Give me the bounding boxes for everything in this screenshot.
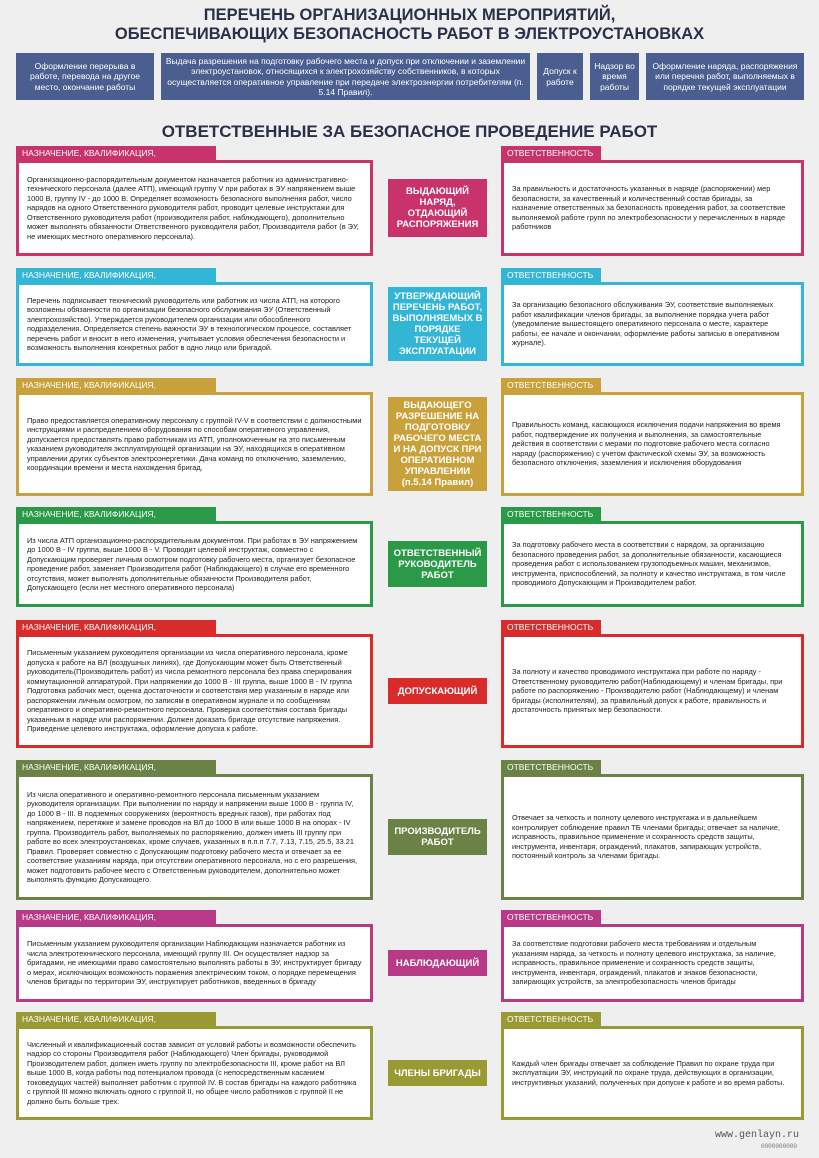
duties-text	[16, 521, 373, 607]
duties-header: НАЗНАЧЕНИЕ, КВАЛИФИКАЦИЯ,	[16, 910, 216, 925]
responsibility-header: ОТВЕТСТВЕННОСТЬ	[501, 146, 601, 161]
top-box-supervision: Надзор во время работы	[590, 53, 639, 100]
duties-header: НАЗНАЧЕНИЕ, КВАЛИФИКАЦИЯ,	[16, 268, 216, 283]
responsibility-text-content: За организацию безопасного обслуживания ЭУ, соответствие выполняемых работ квалификации членов бригады, за выполнение порядка учета работ (уведомление вышестоящего оперативного персонала о месте, характере работы, ее начале и окончании, оформление работы записью в оперативном журнале).	[512, 300, 780, 348]
role-label: ВЫДАЮЩИЙ НАРЯД, ОТДАЮЩИЙ РАСПОРЯЖЕНИЯ	[388, 179, 487, 237]
duties-text	[16, 1026, 373, 1120]
responsibility-text	[501, 1026, 804, 1120]
responsibility-header: ОТВЕТСТВЕННОСТЬ	[501, 760, 601, 775]
responsibility-text	[501, 774, 804, 900]
duties-text-content: Из числа оперативного и оперативно-ремонтного персонала письменным указанием руководителя организации. При выполнении по наряду и напряжении выше 1000 В - группа IV, до 1000 В - III. В подземных сооружениях (вероятность вредных газов), при работах под напряжением, перетяжке и замене проводов на ВЛ до 1000 В или выше 1000 В на опорах - IV группа. Производитель работ, выполняемых по распоряжению, должен иметь III группу при работе во всех электроустановках, кроме случаев, указанных в п.п.п 7.7, 7.13, 7.15, 25.5, 33.21 Правил. Проверяет совместно с Допускающим подготовку рабочего места и отвечает за ее соответствие указаниям наряда, при отсутствии оперативного персонала, но с его разрешения, может подготовить рабочее место с Ответственным руководителем, дополнительно может выполнять функцию Допускающего.	[27, 789, 358, 884]
duties-header: НАЗНАЧЕНИЕ, КВАЛИФИКАЦИЯ,	[16, 1012, 216, 1027]
title-line-1: ПЕРЕЧЕНЬ ОРГАНИЗАЦИОННЫХ МЕРОПРИЯТИЙ,	[203, 6, 616, 24]
duties-text-content: Численный и квалификационный состав зависит от условий работы и возможности обеспечить надзор со стороны Производителя работ (Наблюдающего) Член бригады, руководимой Производителем работ, должен иметь группу по электробезопасности III, кроме работ на ВЛ выше 1000 В, когда работы под потенциалом провода (с непосредственным касанием токоведущих частей) выполняет работник с группой IV. В состав бригады на каждого работника с группой III можно включать одного с группой II, но общее число работников с группой II не должно быть больше трех.	[27, 1039, 357, 1106]
responsibility-header: ОТВЕТСТВЕННОСТЬ	[501, 910, 601, 925]
duties-header: НАЗНАЧЕНИЕ, КВАЛИФИКАЦИЯ,	[16, 146, 216, 161]
duties-text-content: Организационно-распорядительным документом назначается работник из административно-технического персонала (далее АТП), имеющий группу V при работах в ЭУ напряжением выше 1000 В, группу IV - до 1000 В. Определяет возможность безопасного выполнения работ, число нарядов на одного Ответственного руководителя работ, проводит целевые инструктажи для Ответственного руководителя работ (производителя работ, наблюдающего), дополнительно может выполнять обязанности Ответственного руководителя работ, Производителя работ (в ЭУ, не имеющих местного оперативного персонала).	[27, 174, 359, 241]
role-label: УТВЕРЖДАЮЩИЙ ПЕРЕЧЕНЬ РАБОТ, ВЫПОЛНЯЕМЫХ В ПОРЯДКЕ ТЕКУЩЕЙ ЭКСПЛУАТАЦИИ	[388, 287, 487, 361]
duties-text-content: Письменным указанием руководителя организации из числа оперативного персонала, кроме допуска к работе на ВЛ (воздушных линиях), где Допускающим может быть Ответственный руководитель(Производитель работ) из числа ремонтного персонала без права сперирования коммутационной аппаратурой. При напряжении до 1000 В - III группа, выше 1000 В - IV группа Подготовка рабочих мест, оценка достаточности и соответствия мер указанным в наряде или распоряжении личным осмотром, по записям в оперативном журнале и по сообщениям оперативного и оперативно-ремонтного персонала. Проверка соответствия состава бригады указанным в наряде или распоряжении. Должен доказать бригаде отсутствие напряжения. Приведение целевого инструктажа, оформление допуска к работе.	[27, 648, 353, 734]
duties-text-content: Из числа АТП организационно-распорядительным документом. При работах в ЭУ напряжением до 1000 В - IV группа, выше 1000 В - V. Проводит целевой инструктаж, совместно с Допускающим проверяет личным осмотром подготовку рабочего места, организует безопасное проведение работ, заменяет Производителя работ (Наблюдающего) в случае его временного отсутствия, может выполнять дополнительные обязанности Производителя работ, Допускающего (если нет местного оперативного персонала)	[27, 535, 358, 592]
duties-text	[16, 392, 373, 496]
duties-text	[16, 634, 373, 748]
responsibility-text	[501, 924, 804, 1002]
role-label: ПРОИЗВОДИТЕЛЬ РАБОТ	[388, 819, 487, 855]
responsibility-text-content: За соответствие подготовки рабочего места требованиям и отдельным указаниям наряда, за четкость и полноту целевого инструктажа, за наличие, исправность, правильное применение и сохранность средств защиты, инструмента, инвентаря, ограждений, плакатов и знаков безопасности, запирающих устройств, за электробезопасность членов бригады	[512, 939, 776, 987]
duties-text	[16, 282, 373, 366]
duties-header: НАЗНАЧЕНИЕ, КВАЛИФИКАЦИЯ,	[16, 620, 216, 635]
duties-header: НАЗНАЧЕНИЕ, КВАЛИФИКАЦИЯ,	[16, 507, 216, 522]
responsibility-text-content: За полноту и качество проводимого инструктажа при работе по наряду - Ответственному руководителю работ(Наблюдающему) и членам бригады, при работе по распоряжению - Производителю работ (Наблюдающему) и членам бригады (исполнителям), за правильный допуск к работе, правильность и достаточность принятых мер безопасности.	[512, 667, 783, 715]
role-label: ОТВЕТСТВЕННЫЙ РУКОВОДИТЕЛЬ РАБОТ	[388, 541, 487, 587]
duties-text	[16, 774, 373, 900]
duties-header: НАЗНАЧЕНИЕ, КВАЛИФИКАЦИЯ,	[16, 378, 216, 393]
role-label: ЧЛЕНЫ БРИГАДЫ	[388, 1060, 487, 1086]
duties-text	[16, 924, 373, 1002]
role-label: НАБЛЮДАЮЩИЙ	[388, 950, 487, 976]
duties-header: НАЗНАЧЕНИЕ, КВАЛИФИКАЦИЯ,	[16, 760, 216, 775]
responsibility-text-content: Каждый член бригады отвечает за соблюдение Правил по охране труда при эксплуатации ЭУ, инструкций по охране труда, действующих в организации, инструктивных указаний, полученных при допуске к работе и во время работы.	[512, 1058, 785, 1087]
duties-text-content: Письменным указанием руководителя организации Наблюдающим назначается работник из числа электротехнического персонала, имеющий группу III. Он осуществляет надзор за бригадами, не имеющими право самостоятельно выполнять работы в ЭУ, инструктирует бригаду о мерах, исключающих возможность поражения электрическим током, о порядке перемещения членов бригады по территории ЭУ, инструктирует работников, введенных в бригаду	[27, 939, 362, 987]
responsibility-header: ОТВЕТСТВЕННОСТЬ	[501, 620, 601, 635]
website: www.genlayn.ru	[714, 1130, 799, 1141]
responsibility-text-content: За правильность и достаточность указанных в наряде (распоряжении) мер безопасности, за качественный и количественный состав бригады, за назначение ответственных за безопасность проведения работ, за соответствие выполняемой работе групп по электробезопасности у перечисленных в наряде работников	[512, 184, 786, 232]
title-line-2: ОБЕСПЕЧИВАЮЩИХ БЕЗОПАСНОСТЬ РАБОТ В ЭЛЕКТРОУСТАНОВКАХ	[114, 25, 705, 43]
responsibility-text-content: Правильность команд, касающихся исключения подачи напряжения во время работ, подтверждение их получения и выполнения, за самостоятельные действия в соответствии с мерами по подготовке рабочего места согласно наряду (распоряжению) с учетом фактической схемы ЭУ, за возможность безопасного отключения, заземления и исключения оборудования	[512, 420, 781, 468]
responsibility-text	[501, 392, 804, 496]
responsibility-header: ОТВЕТСТВЕННОСТЬ	[501, 378, 601, 393]
responsibility-header: ОТВЕТСТВЕННОСТЬ	[501, 507, 601, 522]
responsibility-header: ОТВЕТСТВЕННОСТЬ	[501, 268, 601, 283]
duties-text-content: Перечень подписывает технический руководитель или работник из числа АТП, на которого возложены обязанности по организации безопасного обслуживания ЭУ (Ответственный электрохозяйство). Утверждается руководителем организации или обособленного подразделения. Определяется степень важности ЭУ в технологическом процессе, составляет перечень работ и вносит в него изменения, учитывает условия обеспечения безопасности и возможность выполнения конкретных работ в одно лицо или бригадой.	[27, 295, 352, 352]
responsibility-text	[501, 282, 804, 366]
role-label: ДОПУСКАЮЩИЙ	[388, 678, 487, 704]
top-box-break: Оформление перерыва в работе, перевода на другое место, окончание работы	[16, 53, 154, 100]
responsibility-text	[501, 160, 804, 256]
section-title: ОТВЕТСТВЕННЫЕ ЗА БЕЗОПАСНОЕ ПРОВЕДЕНИЕ РАБОТ	[161, 122, 658, 141]
responsibility-text-content: За подготовку рабочего места в соответствии с нарядом, за организацию безопасного проведения работ, за дополнительные обязанности, касающиеся проведения работ с использованием грузоподъемных машин, механизмов, инструмента, приспособлений, за полноту и качество инструктажа, в том числе проводимого Допускающим и Производителем работ.	[512, 540, 786, 588]
top-box-permission: Выдача разрешения на подготовку рабочего места и допуск при отключении и заземлении электроустановок, относящихся к электрохозяйству собственников, в которых осуществляется оперативное управление при передаче электроэнергии потребителям (п. 5.14 Правил).	[161, 53, 530, 100]
footer-code: 0000000000	[760, 1143, 797, 1150]
top-box-order: Оформление наряда, распоряжения или перечня работ, выполняемых в порядке текущей эксплуатации	[646, 53, 804, 100]
role-label: ВЫДАЮЩЕГО РАЗРЕШЕНИЕ НА ПОДГОТОВКУ РАБОЧЕГО МЕСТА И НА ДОПУСК ПРИ ОПЕРАТИВНОМ УПРАВЛЕНИИ (п.5.14 Правил)	[388, 397, 487, 491]
responsibility-text-content: Отвечает за четкость и полноту целевого инструктажа и в дальнейшем контролирует соблюдение правил ТБ членами бригады; отвечает за наличие, исправность, правильное применение и сохранность средств защиты, инструмента, инвентаря, ограждений, плакатов, запирающих устройств, постоянный контроль за членами бригады.	[512, 813, 780, 861]
responsibility-text	[501, 634, 804, 748]
top-box-admission: Допуск к работе	[537, 53, 583, 100]
page-title	[0, 6, 819, 44]
duties-text	[16, 160, 373, 256]
responsibility-text	[501, 521, 804, 607]
responsibility-header: ОТВЕТСТВЕННОСТЬ	[501, 1012, 601, 1027]
duties-text-content: Право предоставляется оперативному персоналу с группой IV-V в соответствии с должностными инструкциями и распределением оборудования по способам оперативного управления, допускается предоставлять право работникам из АТП, уполномоченным на это письменным указанием руководителя эксплуатирующей организации на ЭУ, находящихся в оперативном управлении других субъектов электроэнергетики. Дача команд по отключению, заземлению, координации времени и места нахождения бригад.	[27, 415, 362, 472]
